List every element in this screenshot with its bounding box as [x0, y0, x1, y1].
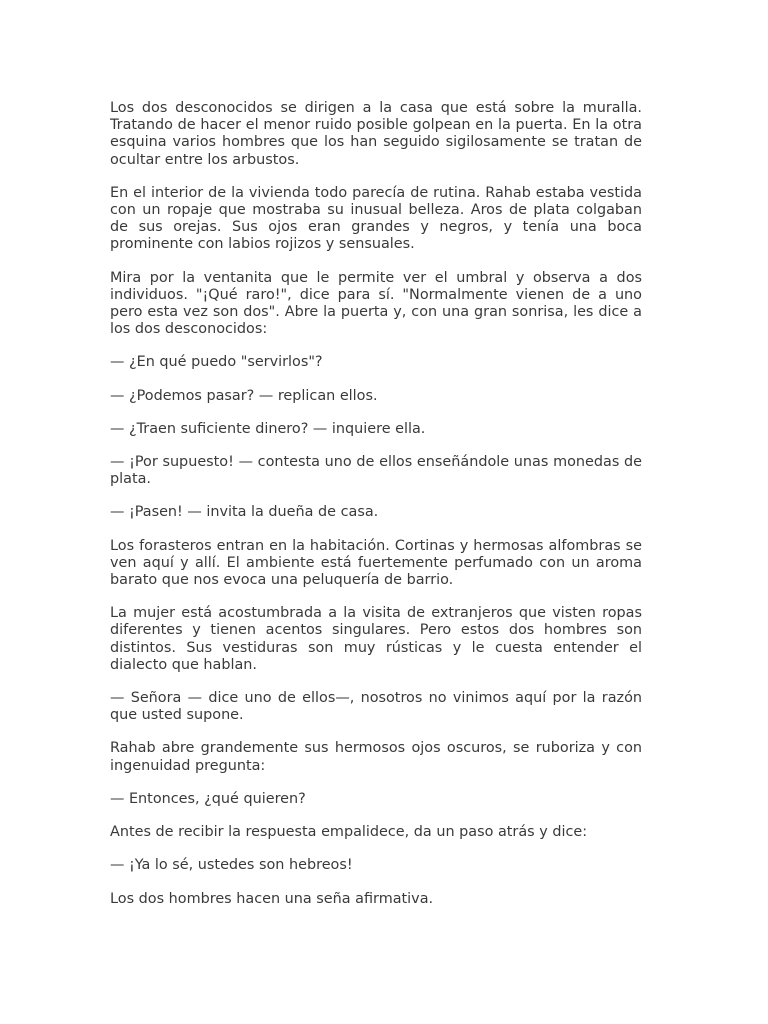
document-page	[110, 100, 642, 924]
dialogue-line: — ¡Por supuesto! — contesta uno de ellos enseñándole unas monedas de plata.	[110, 454, 642, 488]
paragraph: Los dos desconocidos se dirigen a la casa que está sobre la muralla. Tratando de hacer el menor ruido posible golpean en la puerta. En la otra esquina varios hombres que los han seguido sigilosamente se tratan de ocultar entre los arbustos.	[110, 100, 642, 168]
paragraph: Antes de recibir la respuesta empalidece, da un paso atrás y dice:	[110, 824, 588, 841]
paragraph: Los forasteros entran en la habitación. Cortinas y hermosas alfombras se ven aquí y allí. El ambiente está fuertemente perfumado con un aroma barato que nos evoca una peluquería de barrio.	[110, 537, 642, 589]
dialogue-line: — Entonces, ¿qué quieren?	[110, 790, 306, 807]
paragraph: Rahab abre grandemente sus hermosos ojos oscuros, se ruboriza y con ingenuidad pregunta:	[110, 740, 642, 774]
paragraph: En el interior de la vivienda todo parecía de rutina. Rahab estaba vestida con un ropaje que mostraba su inusual belleza. Aros de plata colgaban de sus orejas. Sus ojos eran grandes y negros, y tenía una boca prominente con labios rojizos y sensuales.	[110, 184, 642, 253]
dialogue-line: — Señora — dice uno de ellos—, nosotros no vinimos aquí por la razón que usted supone.	[110, 690, 642, 724]
paragraph: Mira por la ventanita que le permite ver el umbral y observa a dos individuos. "¡Qué raro!", dice para sí. "Normalmente vienen de a uno pero esta vez son dos". Abre la puerta y, con una gran sonrisa, les dice a los dos desconocidos:	[110, 269, 642, 338]
paragraph: Los dos hombres hacen una seña afirmativa.	[110, 890, 434, 907]
dialogue-line: — ¡Ya lo sé, ustedes son hebreos!	[110, 857, 353, 874]
dialogue-line: — ¡Pasen! — invita la dueña de casa.	[110, 504, 379, 521]
dialogue-line: — ¿En qué puedo "servirlos"?	[110, 354, 323, 371]
dialogue-line: — ¿Podemos pasar? — replican ellos.	[110, 387, 378, 404]
dialogue-line: — ¿Traen suficiente dinero? — inquiere ella.	[110, 420, 426, 437]
paragraph: La mujer está acostumbrada a la visita de extranjeros que visten ropas diferentes y tienen acentos singulares. Pero estos dos hombres son distintos. Sus vestiduras son muy rústicas y le cuesta entender el dialecto que hablan.	[110, 605, 642, 673]
